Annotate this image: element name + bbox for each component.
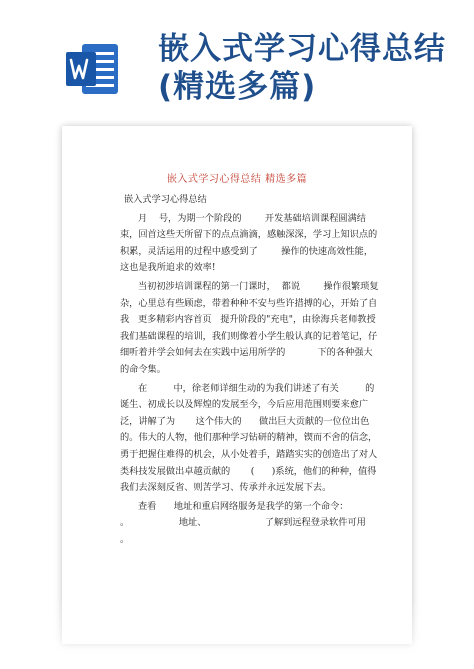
paragraph: 当初初涉培训课程的第一门课时， 都说 操作很繁琐复杂，心里总有些顾虑，带着种种不安与些许措搏的心，开始了自我 更多精彩内容首页 提升阶段的"充电"，由徐海兵老师教授我们基础课程的培训，我们则像着小学生般认真的记着笔记，仔细听着并学会如何去在实践中运用所学的 下的各种强大的命令集。: [120, 280, 379, 375]
document-title: 嵌入式学习心得总结 精选多篇: [166, 174, 308, 185]
document-body: [120, 192, 451, 550]
paragraph: 查看 地址和重启网络服务是我学的第一个命令： 。 地址、 了解到远程登录软件可用 。: [120, 500, 451, 545]
document-subtitle: 嵌入式学习心得总结: [124, 194, 207, 205]
page-title: 嵌入式学习心得总结(精选多篇): [158, 31, 446, 105]
paragraph: 月 号，为期一个阶段的 开发基础培训课程圆满结束，回首这些天所留下的点点滴滴，感触深深，学习上知识点的积累，灵活运用的过程中感受到了 操作的快速高效性能，这也是我所追求的效率!: [120, 212, 378, 274]
word-document-icon: [64, 40, 122, 98]
document-page: [62, 126, 451, 644]
document-header: [0, 0, 474, 120]
paragraph: 在 中，徐老师详细生动的为我们讲述了有关 的诞生、初成长以及辉煌的发展至今，今后应用范围则要来愈广泛，讲解了为 这个伟大的 做出巨大贡献的一位位出色的。伟大的人物，他们那种学习钻研的精神，锲而不舍的信念，勇于把握住难得的机会，从小处着手，踏踏实实的创造出了对人类科技发展做出卓越贡献的 ( )系统，他们的种种，值得我们去深刻反省、则苦学习、传承并永远发展下去。: [120, 382, 378, 494]
